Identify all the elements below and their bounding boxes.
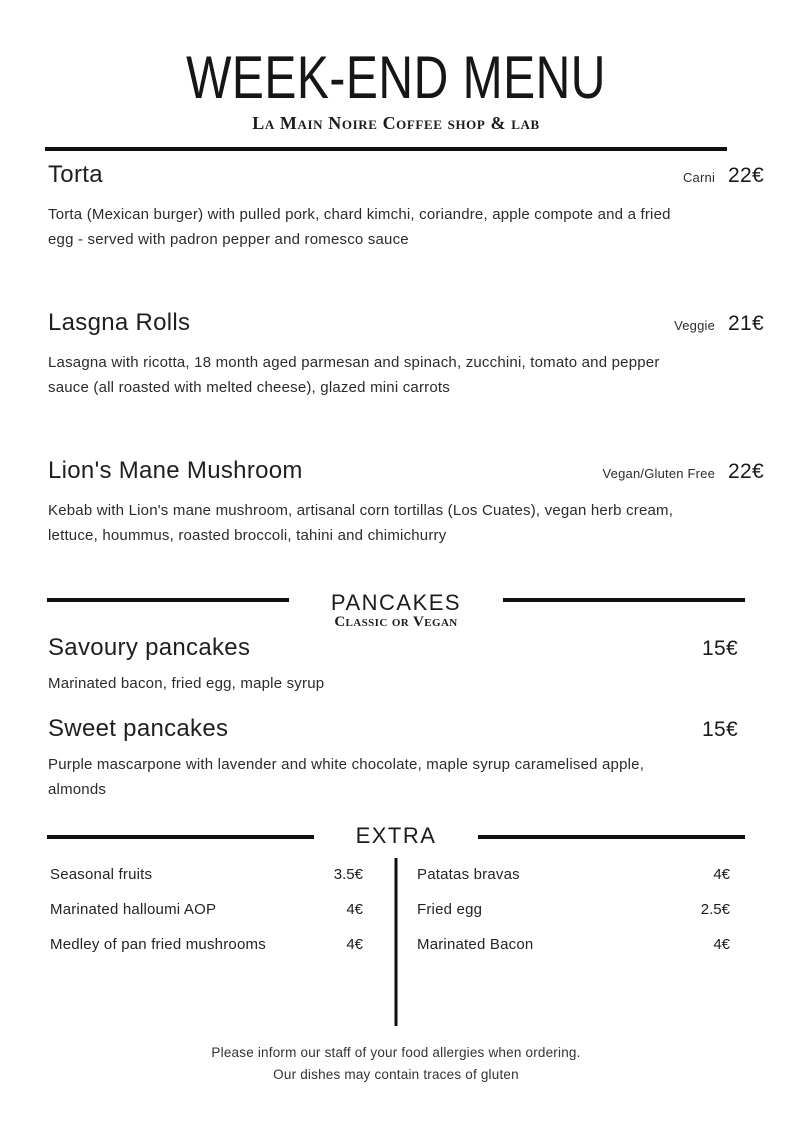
extra-item-name: Patatas bravas [417,866,520,883]
item-price: 15€ [702,718,738,741]
extra-item-price: 2.5€ [700,901,730,918]
item-head [48,309,764,337]
extra-item-name: Medley of pan fried mushrooms [50,936,266,953]
item-description: Marinated bacon, fried egg, maple syrup [48,675,325,692]
extra-section-header [47,824,745,848]
section-rule-left [47,598,289,602]
extra-row-patatas-bravas [417,865,730,885]
extra-item-name: Seasonal fruits [50,866,153,883]
extra-item-name: Fried egg [417,901,483,918]
menu-item-lions-mane-mushroom [48,457,764,548]
extras-left-column [47,858,400,1028]
extras-column-divider [395,858,398,1026]
item-price: 22€ [728,460,764,483]
pancakes-section-header [47,591,745,631]
mains-section [0,151,792,548]
section-rule-right [503,598,745,602]
section-rule-left [47,835,314,839]
footer-gluten-notice: Our dishes may contain traces of gluten [273,1067,519,1082]
menu-item-torta [48,161,764,252]
pancakes-section-subtitle: Classic or Vegan [334,614,458,630]
item-name: Sweet pancakes [48,715,229,742]
extra-section-title: EXTRA [355,823,437,848]
pancakes-section [0,631,792,802]
item-description: Lasagna with ricotta, 18 month aged parmesan and spinach, zucchini, tomato and pepper sauce (all roasted with melted cheese), glazed mini carrots [48,354,660,396]
section-rule-right [478,835,745,839]
item-description: Purple mascarpone with lavender and white chocolate, maple syrup caramelised apple, almonds [48,756,645,798]
allergy-footer [0,1042,792,1086]
item-name: Lion's Mane Mushroom [48,457,303,484]
extra-item-name: Marinated halloumi AOP [50,901,217,918]
item-description: Torta (Mexican burger) with pulled pork, chard kimchi, coriandre, apple compote and a fried egg - served with padron pepper and romesco sauce [48,206,671,248]
extras-right-column [400,858,745,1028]
section-titles [289,591,503,631]
extra-row-seasonal-fruits [50,865,363,885]
item-diet-tag: Vegan/Gluten Free [602,466,716,481]
extra-row-marinated-halloumi [50,900,363,920]
extra-row-fried-egg [417,900,730,920]
item-name: Lasgna Rolls [48,309,191,336]
extras-section [47,858,745,1028]
item-price: 15€ [702,637,738,660]
item-description: Kebab with Lion's mane mushroom, artisanal corn tortillas (Los Cuates), vegan herb cream, lettuce, hoummus, roasted broccoli, tahini and chimichurry [48,502,674,544]
menu-header [0,0,792,134]
item-head [48,161,764,189]
menu-item-lasgna-rolls [48,309,764,400]
item-diet-tag: Veggie [674,318,716,333]
item-head [48,715,738,743]
pancakes-section-title: PANCAKES [330,590,462,615]
extra-item-price: 4€ [713,866,730,883]
extra-row-marinated-bacon [417,935,730,955]
extra-item-name: Marinated Bacon [417,936,534,953]
menu-item-sweet-pancakes [48,715,738,802]
item-diet-tag: Carni [682,170,716,185]
item-name: Savoury pancakes [48,634,251,661]
extra-item-price: 3.5€ [333,866,363,883]
item-head [48,457,764,485]
item-name: Torta [48,161,103,188]
extra-row-medley-mushrooms [50,935,363,955]
extra-item-price: 4€ [346,901,363,918]
item-price: 22€ [728,164,764,187]
page-title: WEEK-END MENU [186,44,606,112]
extra-item-price: 4€ [713,936,730,953]
footer-allergy-notice: Please inform our staff of your food allergies when ordering. [211,1045,581,1060]
menu-item-savoury-pancakes [48,634,738,696]
section-titles [314,824,479,848]
item-price: 21€ [728,312,764,335]
extra-item-price: 4€ [346,936,363,953]
item-head [48,634,738,662]
menu-subtitle: La Main Noire Coffee shop & lab [252,113,540,133]
